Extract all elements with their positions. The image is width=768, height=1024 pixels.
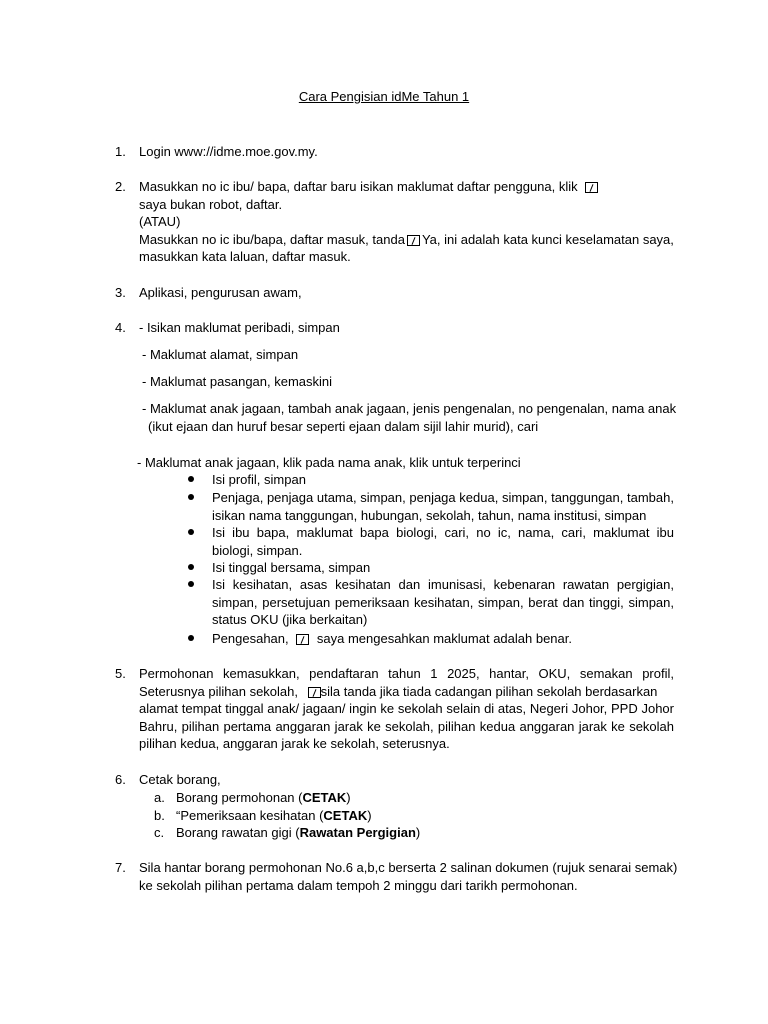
step-4-number: 4. [115, 320, 126, 335]
document-title: Cara Pengisian idMe Tahun 1 [298, 89, 470, 104]
bullet-parents: Isi ibu bapa, maklumat bapa biologi, cari, no ic, nama, cari, maklumat ibu biologi, simpan. [212, 525, 674, 558]
step-6-text: Cetak borang, [139, 772, 221, 787]
step-4-item-child-2: (ikut ejaan dan huruf besar seperti ejaan dalam sijil lahir murid), cari [148, 419, 539, 434]
bullet-dot-icon [188, 494, 194, 500]
step-6-number: 6. [115, 772, 126, 787]
step-7-number: 7. [115, 860, 126, 875]
step-4-item-personal: - Isikan maklumat peribadi, simpan [139, 320, 340, 335]
bullet-health: Isi kesihatan, asas kesihatan dan imunisasi, kebenaran rawatan pergigian, simpan, persetujuan pemeriksaan kesihatan, simpan, berat dan tinggi, simpan, status OKU (jika berkaitan) [212, 577, 674, 627]
bullet-confirm: Pengesahan, saya mengesahkan maklumat adalah benar. [212, 631, 572, 646]
bullet-dot-icon [188, 476, 194, 482]
checkbox-checked-icon [585, 182, 598, 193]
step-6b-letter: b. [154, 808, 165, 823]
checkbox-checked-icon [296, 634, 309, 645]
bullet-dot-icon [188, 581, 194, 587]
step-6c-text: Borang rawatan gigi (Rawatan Pergigian) [176, 825, 421, 840]
step-2-line-2: saya bukan robot, daftar. [139, 196, 283, 212]
step-2-number: 2. [115, 179, 126, 194]
checkbox-checked-icon [407, 235, 420, 246]
bullet-dot-icon [188, 564, 194, 570]
step-7-block: Sila hantar borang permohonan No.6 a,b,c berserta 2 salinan dokumen (rujuk senarai semak) ke sekolah pilihan pertama dalam tempoh 2 minggu dari tarikh permohonan. [139, 860, 678, 893]
bullet-profile: Isi profil, simpan [212, 472, 306, 487]
bullet-living: Isi tinggal bersama, simpan [212, 560, 371, 575]
step-6a-text: Borang permohonan (CETAK) [176, 790, 351, 805]
checkbox-checked-icon [308, 687, 321, 698]
step-3-number: 3. [115, 285, 126, 300]
step-6c-letter: c. [154, 825, 165, 840]
bullet-guardian: Penjaga, penjaga utama, simpan, penjaga kedua, simpan, tanggungan, tambah, isikan nama tanggungan, hubungan, sekolah, tahun, nama institusi, simpan [212, 490, 674, 523]
step-2-line-3a: Masukkan no ic ibu/bapa, daftar masuk, tanda [139, 231, 405, 247]
step-3-text: Aplikasi, pengurusan awam, [139, 285, 302, 300]
step-6b-text: “Pemeriksaan kesihatan (CETAK) [176, 808, 372, 823]
step-4-item-spouse: - Maklumat pasangan, kemaskini [142, 374, 333, 389]
bullet-dot-icon [188, 635, 194, 641]
step-1-text: Login www://idme.moe.gov.my. [139, 144, 318, 159]
step-5-block: Permohonan kemasukkan, pendaftaran tahun 1 2025, hantar, OKU, semakan profil, Seterusnya pilihan sekolah, sila tanda jika tiada cadangan pilihan sekolah berdasarkan alamat tempat tinggal anak/ jagaan/ ingin ke sekolah selain di atas, Negeri Johor, PPD Johor Bahru, pilihan pertama anggaran jarak ke sekolah, pilihan kedua anggaran jarak ke sekolah pilihan kedua, anggaran jarak ke sekolah, seterusnya. [139, 666, 674, 751]
step-6a-letter: a. [154, 790, 165, 805]
step-2-or: (ATAU) [139, 214, 181, 229]
step-2-line-3b: Ya, ini adalah kata kunci keselamatan saya, [421, 231, 674, 247]
step-2-line-4: masukkan kata laluan, daftar masuk. [139, 249, 351, 264]
bullet-dot-icon [188, 529, 194, 535]
step-1-number: 1. [115, 144, 126, 159]
step-4-item-child-1: - Maklumat anak jagaan, tambah anak jagaan, jenis pengenalan, no pengenalan, nama anak [142, 401, 677, 416]
step-2-line-1: Masukkan no ic ibu/ bapa, daftar baru isikan maklumat daftar pengguna, klik [139, 179, 578, 194]
step-5-number: 5. [115, 666, 126, 681]
step-2-block [139, 178, 674, 266]
step-4-item-address: - Maklumat alamat, simpan [142, 347, 299, 362]
step-4-item-child-detail: - Maklumat anak jagaan, klik pada nama anak, klik untuk terperinci [137, 455, 521, 470]
